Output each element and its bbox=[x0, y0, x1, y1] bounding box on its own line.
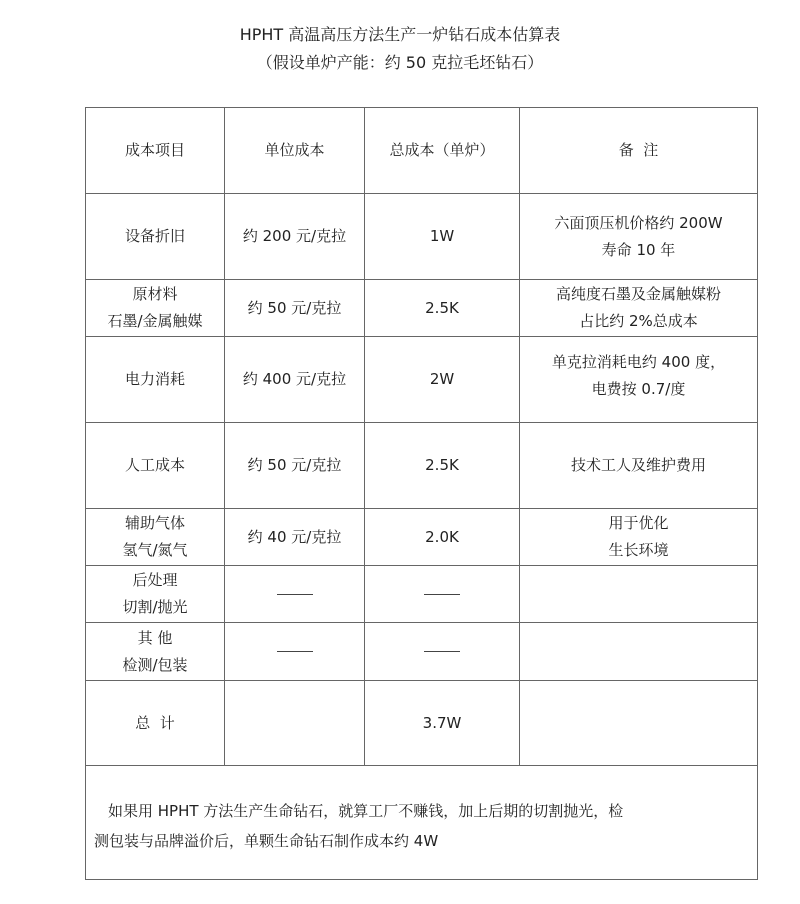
table-row-total: 2.0K bbox=[425, 527, 459, 546]
table-row-note bbox=[520, 623, 757, 680]
table-row-item: 原材料 石墨/金属触媒 bbox=[107, 285, 203, 330]
table-row-note: 用于优化 生长环境 bbox=[608, 514, 669, 559]
table-row-note: 单克拉消耗电约 400 度， 电费按 0.7/度 bbox=[551, 353, 726, 398]
table-row-unit-cost bbox=[225, 623, 364, 680]
empty-dash bbox=[277, 651, 313, 652]
table-row-total: 2.5K bbox=[425, 298, 459, 317]
table-row-unit-cost: 约 50 元/克拉 bbox=[247, 298, 342, 317]
empty-dash bbox=[277, 594, 313, 595]
page-subtitle: （假设单炉产能：约 50 克拉毛坯钻石） bbox=[256, 53, 544, 72]
table-row-item: 设备折旧 bbox=[124, 227, 185, 245]
table-row-item: 人工成本 bbox=[124, 456, 185, 474]
table-row-note: 高纯度石墨及金属触媒粉 占比约 2%总成本 bbox=[555, 285, 721, 330]
table-row-divider bbox=[85, 765, 758, 766]
table-row-total: 1W bbox=[429, 227, 455, 245]
table-row-item: 辅助气体 氢气/氮气 bbox=[122, 514, 188, 559]
table-header-total: 总成本（单炉） bbox=[389, 141, 495, 159]
table-row-unit-cost: 约 50 元/克拉 bbox=[247, 456, 342, 474]
page-title: HPHT 高温高压方法生产一炉钻石成本估算表 bbox=[239, 25, 561, 44]
table-footnote: 如果用 HPHT 方法生产生命钻石，就算工厂不赚钱，加上后期的切割抛光，检 测包装与品牌溢价后，单颗生命钻石制作成本约 4W bbox=[94, 802, 624, 850]
table-row-item: 电力消耗 bbox=[124, 370, 185, 388]
table-row-item: 总 计 bbox=[135, 713, 175, 732]
table-row-unit-cost bbox=[225, 566, 364, 622]
empty-dash bbox=[424, 594, 460, 595]
table-row-unit-cost: 约 40 元/克拉 bbox=[247, 527, 342, 546]
table-row-total bbox=[365, 623, 519, 680]
table-row-note bbox=[520, 681, 757, 765]
table-header-item: 成本项目 bbox=[124, 141, 185, 159]
empty-dash bbox=[424, 651, 460, 652]
table-row-item: 其 他 检测/包装 bbox=[122, 628, 188, 674]
table-row-unit-cost: 约 400 元/克拉 bbox=[242, 370, 347, 388]
table-row-note bbox=[520, 566, 757, 622]
table-row-total: 2.5K bbox=[425, 456, 459, 474]
table-row-note: 技术工人及维护费用 bbox=[570, 456, 706, 474]
table-header-note: 备 注 bbox=[618, 141, 659, 159]
table-row-total: 2W bbox=[429, 370, 455, 388]
table-row-item: 后处理 切割/抛光 bbox=[122, 571, 188, 616]
table-row-total: 3.7W bbox=[422, 713, 462, 732]
table-header-unit-cost: 单位成本 bbox=[264, 141, 325, 159]
table-row-total bbox=[365, 566, 519, 622]
table-row-unit-cost bbox=[225, 681, 364, 765]
table-row-unit-cost: 约 200 元/克拉 bbox=[242, 227, 347, 245]
table-row-note: 六面顶压机价格约 200W 寿命 10 年 bbox=[554, 213, 723, 259]
